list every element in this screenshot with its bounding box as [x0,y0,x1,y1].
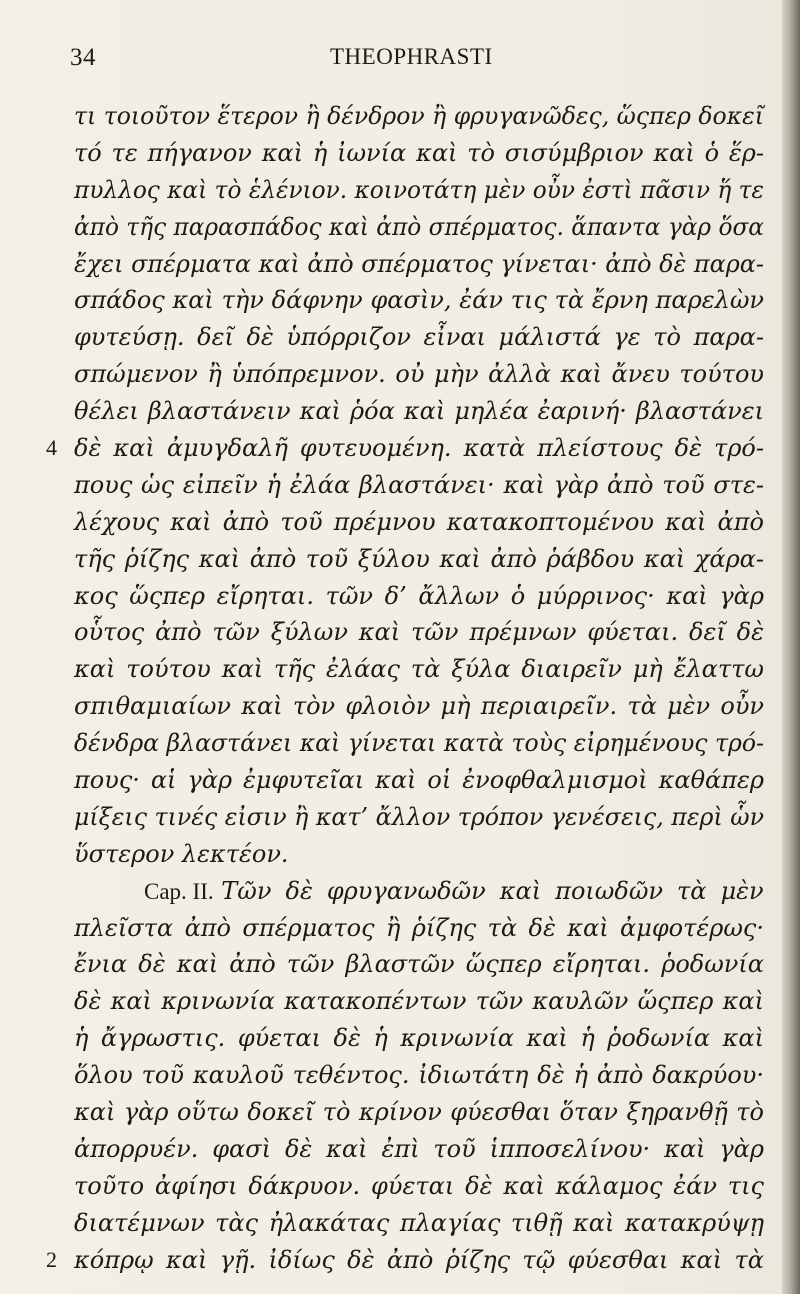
line-text: ὅλου τοῦ καυλοῦ τεθέντος. ἰδιωτάτη δὲ ἡ ἀπὸ δακρύου· [74,1061,764,1090]
line-text: τῆς ῥίζης καὶ ἀπὸ τοῦ ξύλου καὶ ἀπὸ ῥάβδου καὶ χάρα- [74,544,764,573]
margin-number: 2 [46,1246,57,1272]
text-line [74,762,764,799]
line-text: πλεῖστα ἀπὸ σπέρματος ἢ ῥίζης τὰ δὲ καὶ ἀμφοτέρως· [74,913,764,942]
line-text: ἔνια δὲ καὶ ἀπὸ τῶν βλαστῶν ὥςπερ εἴρηται. ῥοδωνία [74,950,764,979]
text-line [74,1205,764,1242]
text-line [74,319,764,356]
line-text: διατέμνων τὰς ἠλακάτας πλαγίας τιθῇ καὶ κατακρύψῃ [74,1208,764,1237]
text-line [74,1168,764,1205]
line-text: δὲ καὶ ἀμυγδαλῆ φυτευομένη. κατὰ πλείστους δὲ τρό- [74,434,764,463]
text-line [74,910,764,947]
line-text: ἀπορρυέν. φασὶ δὲ καὶ ἐπὶ τοῦ ἱπποσελίνου· καὶ γὰρ [74,1134,764,1163]
text-line [74,725,764,762]
line-text: πους ὡς εἰπεῖν ἡ ἐλάα βλαστάνει· καὶ γὰρ ἀπὸ τοῦ στε- [74,470,764,499]
text-line [74,135,764,172]
line-text: δένδρα βλαστάνει καὶ γίνεται κατὰ τοὺς εἰρημένους τρό- [74,729,764,758]
line-text: τό τε πήγανον καὶ ἡ ἰωνία καὶ τὸ σισύμβριον καὶ ὁ ἕρ- [74,138,764,167]
margin-number: 4 [46,435,57,461]
text-line [74,578,764,615]
line-text: πους· αἱ γὰρ ἐμφυτεῖαι καὶ οἱ ἐνοφθαλμισμοὶ καθάπερ [74,766,764,795]
page-header [70,44,760,78]
chapter-heading: Cap. II. [144,878,214,904]
line-text: δὲ καὶ κρινωνία κατακοπέντων τῶν καυλῶν ὥςπερ καὶ [74,987,764,1016]
line-text: ἀπὸ τῆς παρασπάδος καὶ ἀπὸ σπέρματος. ἅπαντα γὰρ ὅσα [74,212,764,241]
text-line [74,873,764,910]
line-text: τοῦτο ἀφίησι δάκρυον. φύεται δὲ καὶ κάλαμος ἐάν τις [74,1171,764,1200]
text-line [74,541,764,578]
text-line [74,282,764,319]
line-text: φυτεύσῃ. δεῖ δὲ ὑπόρριζον εἶναι μάλιστά γε τὸ παρα- [74,323,764,352]
text-line [46,430,764,467]
text-line [74,504,764,541]
text-line [74,1131,764,1168]
text-line [46,1242,764,1279]
text-line [74,1057,764,1094]
text-line [74,209,764,246]
text-line [74,614,764,651]
line-text: καὶ τούτου καὶ τῆς ἐλάας τὰ ξύλα διαιρεῖν μὴ ἔλαττω [74,655,764,684]
line-text: λέχους καὶ ἀπὸ τοῦ πρέμνου κατακοπτομένου καὶ ἀπὸ [74,507,764,536]
text-line [74,1094,764,1131]
text-line [74,98,764,135]
line-text: κόπρῳ καὶ γῇ. ἰδίως δὲ ἀπὸ ῥίζης τῷ φύεσθαι καὶ τὰ [74,1245,764,1274]
line-text: τι τοιοῦτον ἕτερον ἢ δένδρον ἢ φρυγανῶδες, ὥςπερ δοκεῖ [74,102,764,130]
text-line [74,246,764,283]
line-text: ὕστερον λεκτέον. [74,839,289,868]
text-line [74,946,764,983]
line-text: μίξεις τινές εἰσιν ἢ κατ’ ἄλλον τρόπον γενέσεις, περὶ ὧν [74,802,764,831]
line-text: καὶ γὰρ οὕτω δοκεῖ τὸ κρίνον φύεσθαι ὅταν ξηρανθῇ τὸ [74,1098,764,1127]
text-line [74,799,764,836]
line-text: οὗτος ἀπὸ τῶν ξύλων καὶ τῶν πρέμνων φύεται. δεῖ δὲ [74,618,764,647]
running-head: THEOPHRASTI [330,44,493,69]
text-line [74,172,764,209]
text-line [74,356,764,393]
line-text: θέλει βλαστάνειν καὶ ῥόα καὶ μηλέα ἐαρινή· βλαστάνει [74,397,764,426]
text-line [74,393,764,430]
line-text: ἔχει σπέρματα καὶ ἀπὸ σπέρματος γίνεται· ἀπὸ δὲ παρα- [74,249,764,278]
line-text: σπιθαμιαίων καὶ τὸν φλοιὸν μὴ περιαιρεῖν. τὰ μὲν οὖν [74,692,764,721]
text-block [46,98,764,1279]
text-line [74,467,764,504]
line-text: σπώμενον ἢ ὑπόπρεμνον. οὐ μὴν ἀλλὰ καὶ ἄνευ τούτου [74,360,764,389]
text-line [74,983,764,1020]
page-number: 34 [70,44,96,71]
text-line [74,1020,764,1057]
page-gutter-shadow [782,0,800,1294]
line-text: κος ὥςπερ εἴρηται. τῶν δ’ ἄλλων ὁ μύρρινος· καὶ γὰρ [74,581,764,610]
line-text: Τῶν δὲ φρυγανωδῶν καὶ ποιωδῶν τὰ μὲν [221,876,764,905]
text-line [74,688,764,725]
text-line [74,651,764,688]
line-text: ἡ ἄγρωστις. φύεται δὲ ἡ κρινωνία καὶ ἡ ῥοδωνία καὶ [74,1024,764,1053]
text-line [74,836,764,873]
line-text: πυλλος καὶ τὸ ἑλένιον. κοινοτάτη μὲν οὖν ἐστὶ πᾶσιν ἥ τε [74,175,764,204]
line-text: σπάδος καὶ τὴν δάφνην φασὶν, ἐάν τις τὰ ἔρνη παρελὼν [74,286,764,315]
